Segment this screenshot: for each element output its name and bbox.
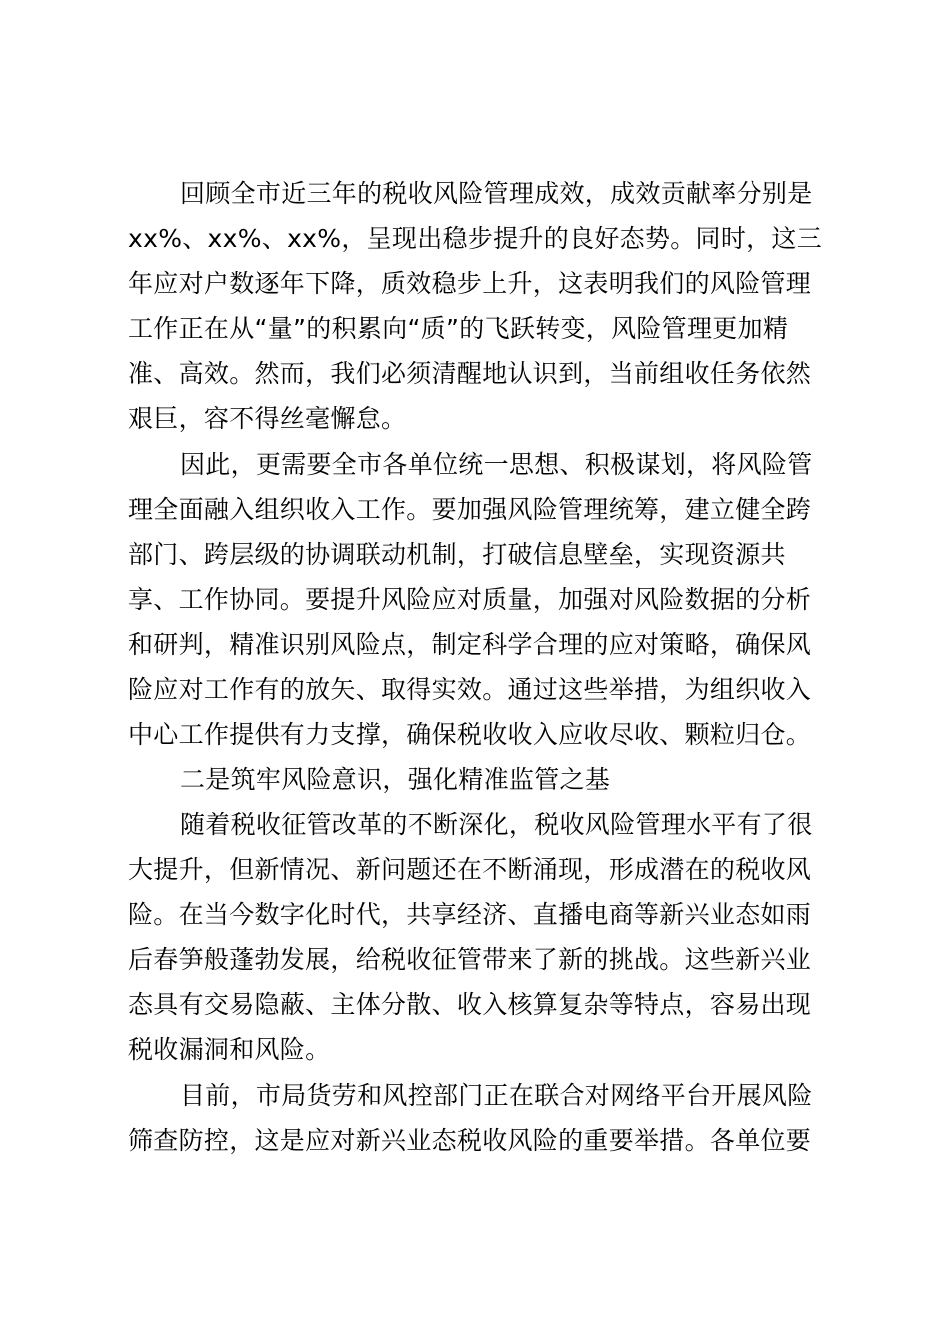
text-line: 和研判，精准识别风险点，制定科学合理的应对策略，确保风 [128, 630, 812, 659]
text-line: xx%、xx%、xx%，呈现出稳步提升的良好态势。同时，这三 [128, 224, 823, 253]
text-line: 艰巨，容不得丝毫懈怠。 [128, 404, 407, 433]
text-line: 工作正在从“量”的积累向“质”的飞跃转变，风险管理更加精 [128, 314, 789, 343]
section-heading: 二是筑牢风险意识，强化精准监管之基 [180, 765, 611, 794]
text-line: 筛查防控，这是应对新兴业态税收风险的重要举措。各单位要 [128, 1126, 812, 1155]
text-line: 随着税收征管改革的不断深化，税收风险管理水平有了很 [180, 810, 813, 839]
text-line: 部门、跨层级的协调联动机制，打破信息壁垒，实现资源共 [128, 540, 786, 569]
text-line: 享、工作协同。要提升风险应对质量，加强对风险数据的分析 [128, 585, 812, 614]
text-line: 回顾全市近三年的税收风险管理成效，成效贡献率分别是 [180, 179, 813, 208]
text-line: 因此，更需要全市各单位统一思想、积极谋划，将风险管 [180, 450, 813, 479]
text-line: 准、高效。然而，我们必须清醒地认识到，当前组收任务依然 [128, 359, 812, 388]
text-line: 中心工作提供有力支撑，确保税收收入应收尽收、颗粒归仓。 [128, 720, 812, 749]
text-line: 大提升，但新情况、新问题还在不断涌现，形成潜在的税收风 [128, 855, 812, 884]
text-line: 年应对户数逐年下降，质效稳步上升，这表明我们的风险管理 [128, 269, 812, 298]
text-line: 险。在当今数字化时代，共享经济、直播电商等新兴业态如雨 [128, 900, 812, 929]
text-line: 险应对工作有的放矢、取得实效。通过这些举措，为组织收入 [128, 675, 812, 704]
text-line: 态具有交易隐蔽、主体分散、收入核算复杂等特点，容易出现 [128, 990, 812, 1019]
text-line: 税收漏洞和风险。 [128, 1035, 331, 1064]
text-line: 目前，市局货劳和风控部门正在联合对网络平台开展风险 [180, 1081, 813, 1110]
text-line: 理全面融入组织收入工作。要加强风险管理统筹，建立健全跨 [128, 495, 812, 524]
text-line: 后春笋般蓬勃发展，给税收征管带来了新的挑战。这些新兴业 [128, 945, 812, 974]
